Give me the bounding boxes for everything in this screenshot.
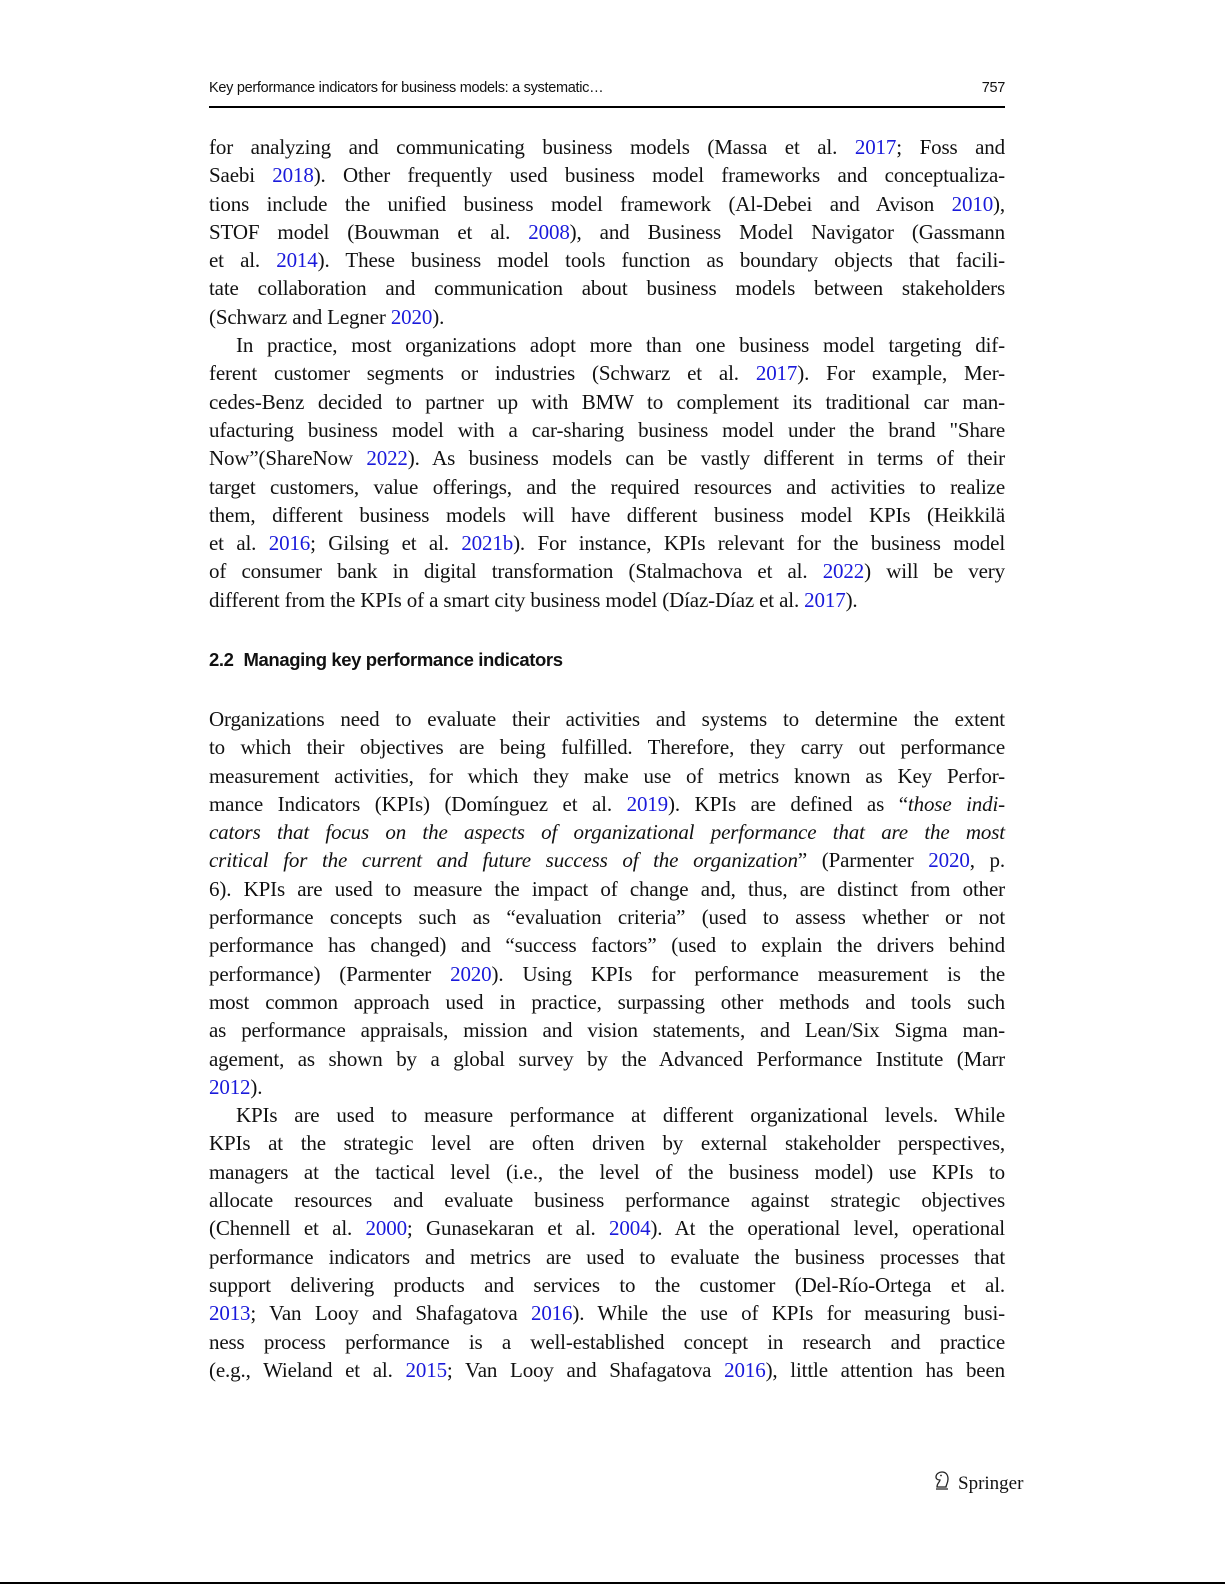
text-line: mance Indicators (KPIs) (Domínguez et al. 2019). KPIs are defined as “those indi- (209, 791, 1006, 816)
citation-link[interactable]: 2004 (609, 1216, 651, 1241)
text-line: performance) (Parmenter 2020). Using KPIs for performance measurement is the (209, 961, 1005, 986)
text-line: KPIs at the strategic level are often driven by external stakeholder perspectives, (209, 1131, 1005, 1156)
text-line: cedes-Benz decided to partner up with BMW to complement its traditional car man- (209, 389, 1005, 414)
text-line: Saebi 2018). Other frequently used business model frameworks and conceptualiza- (209, 163, 1005, 188)
citation-link[interactable]: 2014 (276, 248, 318, 273)
text-line: 6). KPIs are used to measure the impact of change and, thus, are distinct from other (209, 876, 1005, 901)
text-line: ufacturing business model with a car-sharing business model under the brand "Share (209, 417, 1005, 442)
publisher-name: Springer (958, 1473, 1024, 1494)
text-line: tions include the unified business model framework (Al-Debei and Avison 2010), (209, 191, 1005, 216)
text-line: allocate resources and evaluate business performance against strategic objectives (209, 1188, 1005, 1213)
text-line: them, different business models will have different business model KPIs (Heikkilä (209, 502, 1005, 527)
text-line: target customers, value offerings, and the required resources and activities to realize (209, 474, 1005, 499)
text-line: as performance appraisals, mission and vision statements, and Lean/Six Sigma man- (209, 1018, 1005, 1043)
citation-link[interactable]: 2016 (530, 1301, 573, 1326)
text-line: Now”(ShareNow 2022). As business models can be vastly different in terms of their (209, 446, 1005, 471)
citation-link[interactable]: 2010 (951, 191, 994, 216)
body-text-section-2-1 (209, 133, 1005, 614)
text-line: managers at the tactical level (i.e., the level of the business model) use KPIs to (209, 1159, 1005, 1184)
text-line: et al. 2016; Gilsing et al. 2021b). For instance, KPIs relevant for the business model (209, 531, 1005, 556)
text-line: In practice, most organizations adopt more than one business model targeting dif- (236, 333, 1005, 358)
citation-link[interactable]: 2015 (405, 1357, 447, 1382)
running-head (209, 77, 1005, 99)
section-heading (209, 649, 563, 671)
page-number: 757 (981, 80, 1005, 96)
citation-link[interactable]: 2013 (209, 1301, 251, 1326)
citation-link[interactable]: 2020 (928, 848, 970, 873)
text-line: KPIs are used to measure performance at different organizational levels. While (236, 1103, 1005, 1128)
text-line: Organizations need to evaluate their activities and systems to determine the extent (209, 707, 1005, 731)
text-line: et al. 2014). These business model tools function as boundary objects that facili- (209, 248, 1005, 273)
text-line: agement, as shown by a global survey by the Advanced Performance Institute (Marr (209, 1046, 1005, 1071)
body-text-section-2-2 (209, 705, 1005, 1384)
citation-link[interactable]: 2022 (822, 559, 865, 584)
text-line: performance indicators and metrics are used to evaluate the business processes that (209, 1244, 1005, 1269)
italic-quote: critical for the current and future success of the organization (209, 848, 798, 873)
text-line: support delivering products and services to the customer (Del-Río-Ortega et al. (209, 1272, 1005, 1297)
running-head-title: Key performance indicators for business models: a systematic… (209, 80, 604, 96)
text-line: (Schwarz and Legner 2020). (209, 304, 445, 329)
text-line: to which their objectives are being fulfilled. Therefore, they carry out performance (209, 735, 1005, 760)
text-line: 2012). (209, 1074, 263, 1099)
citation-link[interactable]: 2012 (209, 1074, 251, 1099)
text-line: ness process performance is a well-established concept in research and practice (209, 1329, 1005, 1354)
text-line: STOF model (Bouwman et al. 2008), and Business Model Navigator (Gassmann (209, 219, 1006, 244)
page-bottom-edge (0, 1582, 1225, 1584)
citation-link[interactable]: 2000 (365, 1216, 407, 1241)
citation-link[interactable]: 2018 (272, 163, 314, 188)
text-line: performance has changed) and “success factors” (used to explain the drivers behind (209, 933, 1005, 958)
text-line: for analyzing and communicating business models (Massa et al. 2017; Foss and (209, 135, 1005, 159)
citation-link[interactable]: 2016 (724, 1357, 766, 1382)
citation-link[interactable]: 2017 (854, 135, 897, 159)
citation-link[interactable]: 2017 (755, 361, 798, 386)
citation-link[interactable]: 2021b (461, 531, 514, 556)
citation-link[interactable]: 2022 (366, 446, 408, 471)
text-line: different from the KPIs of a smart city business model (Díaz-Díaz et al. 2017). (209, 587, 858, 612)
text-line: (e.g., Wieland et al. 2015; Van Looy and Shafagatova 2016), little attention has been (209, 1357, 1005, 1382)
text-line: ferent customer segments or industries (Schwarz et al. 2017). For example, Mer- (209, 361, 1005, 386)
text-line: measurement activities, for which they make use of metrics known as Key Perfor- (209, 763, 1005, 788)
text-line: of consumer bank in digital transformation (Stalmachova et al. 2022) will be very (209, 559, 1005, 584)
citation-link[interactable]: 2020 (390, 304, 433, 329)
citation-link[interactable]: 2008 (528, 219, 570, 244)
text-line: most common approach used in practice, surpassing other methods and tools such (209, 989, 1005, 1014)
italic-quote: cators that focus on the aspects of organizational performance that are the most (209, 820, 1005, 845)
section-title: Managing key performance indicators (243, 649, 563, 670)
italic-quote: those indi- (907, 791, 1006, 816)
citation-link[interactable]: 2020 (450, 961, 492, 986)
citation-link[interactable]: 2017 (804, 587, 846, 612)
citation-link[interactable]: 2019 (626, 791, 668, 816)
text-line: 2013; Van Looy and Shafagatova 2016). While the use of KPIs for measuring busi- (209, 1301, 1005, 1326)
text-line (209, 818, 1005, 846)
text-line: performance concepts such as “evaluation criteria” (used to assess whether or not (209, 905, 1005, 930)
text-line: tate collaboration and communication about business models between stakeholders (209, 276, 1005, 301)
header-rule (209, 106, 1005, 108)
springer-knight-logo-icon (932, 1470, 952, 1498)
text-line: critical for the current and future success of the organization” (Parmenter 2020, p. (209, 848, 1005, 873)
section-number: 2.2 (209, 649, 234, 670)
text-line: (Chennell et al. 2000; Gunasekaran et al. 2004). At the operational level, operational (209, 1216, 1005, 1241)
publisher-mark (932, 1470, 1023, 1498)
citation-link[interactable]: 2016 (268, 531, 311, 556)
